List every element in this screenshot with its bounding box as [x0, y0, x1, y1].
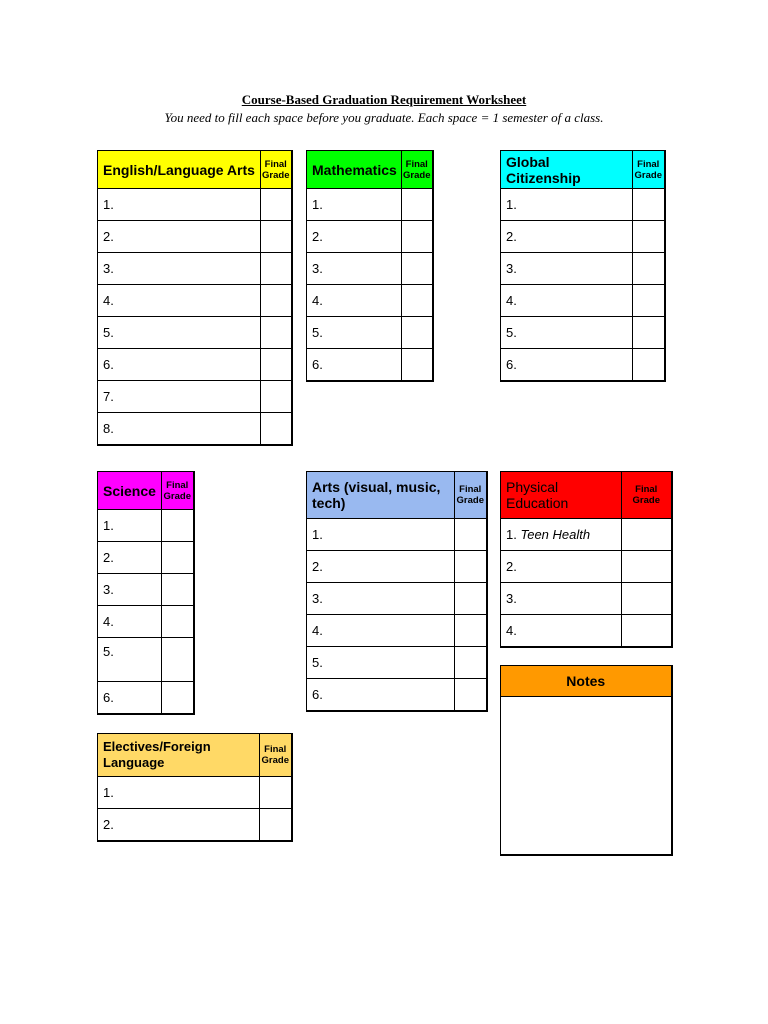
- english-item-2[interactable]: 2.: [98, 221, 261, 253]
- english-grade-7[interactable]: [261, 381, 292, 413]
- arts-grade-6[interactable]: [455, 679, 487, 711]
- science-grade-1[interactable]: [162, 510, 194, 542]
- electives-grade-2[interactable]: [260, 809, 292, 841]
- english-item-5[interactable]: 5.: [98, 317, 261, 349]
- arts-section: [306, 471, 488, 712]
- arts-item-1[interactable]: 1.: [307, 519, 455, 551]
- arts-grade-3[interactable]: [455, 583, 487, 615]
- math-item-2[interactable]: 2.: [307, 221, 402, 253]
- page-title: Course-Based Graduation Requirement Worksheet: [241, 92, 527, 107]
- global-grade-3[interactable]: [633, 253, 665, 285]
- english-grade-3[interactable]: [261, 253, 292, 285]
- global-grade-2[interactable]: [633, 221, 665, 253]
- math-item-6[interactable]: 6.: [307, 349, 402, 381]
- math-item-3[interactable]: 3.: [307, 253, 402, 285]
- arts-item-4[interactable]: 4.: [307, 615, 455, 647]
- science-grade-header: Final Grade: [162, 472, 194, 510]
- pe-grade-2[interactable]: [622, 551, 672, 583]
- english-grade-header: Final Grade: [261, 151, 292, 189]
- global-item-2[interactable]: 2.: [501, 221, 633, 253]
- pe-grade-4[interactable]: [622, 615, 672, 647]
- science-grade-4[interactable]: [162, 606, 194, 638]
- notes-title: Notes: [501, 666, 672, 697]
- math-grade-4[interactable]: [402, 285, 433, 317]
- global-grade-1[interactable]: [633, 189, 665, 221]
- pe-item-4[interactable]: 4.: [501, 615, 622, 647]
- science-item-5[interactable]: 5.: [98, 638, 162, 682]
- math-grade-6[interactable]: [402, 349, 433, 381]
- pe-item-1-text: Teen Health: [520, 527, 591, 542]
- english-item-4[interactable]: 4.: [98, 285, 261, 317]
- global-grade-5[interactable]: [633, 317, 665, 349]
- global-grade-4[interactable]: [633, 285, 665, 317]
- page-subtitle: You need to fill each space before you graduate. Each space = 1 semester of a class.: [164, 110, 604, 125]
- arts-grade-2[interactable]: [455, 551, 487, 583]
- math-item-5[interactable]: 5.: [307, 317, 402, 349]
- science-grade-2[interactable]: [162, 542, 194, 574]
- arts-grade-5[interactable]: [455, 647, 487, 679]
- arts-item-5[interactable]: 5.: [307, 647, 455, 679]
- electives-item-2[interactable]: 2.: [98, 809, 260, 841]
- global-item-6[interactable]: 6.: [501, 349, 633, 381]
- electives-item-1[interactable]: 1.: [98, 777, 260, 809]
- science-grade-6[interactable]: [162, 682, 194, 714]
- english-grade-2[interactable]: [261, 221, 292, 253]
- electives-grade-header: Final Grade: [260, 734, 292, 777]
- pe-section: [500, 471, 673, 648]
- english-item-1[interactable]: 1.: [98, 189, 261, 221]
- math-section: [306, 150, 434, 382]
- global-item-4[interactable]: 4.: [501, 285, 633, 317]
- science-grade-3[interactable]: [162, 574, 194, 606]
- science-title: Science: [98, 472, 162, 510]
- math-item-4[interactable]: 4.: [307, 285, 402, 317]
- global-item-1[interactable]: 1.: [501, 189, 633, 221]
- math-item-1[interactable]: 1.: [307, 189, 402, 221]
- english-item-3[interactable]: 3.: [98, 253, 261, 285]
- science-item-3[interactable]: 3.: [98, 574, 162, 606]
- arts-item-3[interactable]: 3.: [307, 583, 455, 615]
- english-grade-5[interactable]: [261, 317, 292, 349]
- pe-item-1-number: 1.: [506, 527, 517, 542]
- electives-title: Electives/Foreign Language: [98, 734, 260, 777]
- english-item-7[interactable]: 7.: [98, 381, 261, 413]
- english-item-8[interactable]: 8.: [98, 413, 261, 445]
- science-item-4[interactable]: 4.: [98, 606, 162, 638]
- global-item-3[interactable]: 3.: [501, 253, 633, 285]
- arts-title: Arts (visual, music, tech): [307, 472, 455, 519]
- global-grade-6[interactable]: [633, 349, 665, 381]
- notes-section: [500, 665, 673, 856]
- pe-item-3[interactable]: 3.: [501, 583, 622, 615]
- global-grade-header: Final Grade: [633, 151, 665, 189]
- pe-item-2[interactable]: 2.: [501, 551, 622, 583]
- pe-grade-3[interactable]: [622, 583, 672, 615]
- science-item-6[interactable]: 6.: [98, 682, 162, 714]
- arts-grade-header: Final Grade: [455, 472, 487, 519]
- english-grade-1[interactable]: [261, 189, 292, 221]
- notes-area[interactable]: [501, 697, 672, 855]
- electives-grade-1[interactable]: [260, 777, 292, 809]
- math-grade-1[interactable]: [402, 189, 433, 221]
- english-grade-4[interactable]: [261, 285, 292, 317]
- science-item-2[interactable]: 2.: [98, 542, 162, 574]
- math-grade-5[interactable]: [402, 317, 433, 349]
- math-grade-2[interactable]: [402, 221, 433, 253]
- arts-item-2[interactable]: 2.: [307, 551, 455, 583]
- science-item-1[interactable]: 1.: [98, 510, 162, 542]
- pe-grade-header: Final Grade: [622, 472, 672, 519]
- math-grade-header: Final Grade: [402, 151, 433, 189]
- global-section: [500, 150, 666, 382]
- pe-grade-1[interactable]: [622, 519, 672, 551]
- math-grade-3[interactable]: [402, 253, 433, 285]
- english-title: English/Language Arts: [98, 151, 261, 189]
- pe-title: Physical Education: [501, 472, 622, 519]
- english-grade-6[interactable]: [261, 349, 292, 381]
- arts-grade-4[interactable]: [455, 615, 487, 647]
- science-section: [97, 471, 195, 715]
- english-grade-8[interactable]: [261, 413, 292, 445]
- pe-item-1[interactable]: [501, 519, 622, 551]
- science-grade-5[interactable]: [162, 638, 194, 682]
- global-item-5[interactable]: 5.: [501, 317, 633, 349]
- electives-section: [97, 733, 293, 842]
- global-title: Global Citizenship: [501, 151, 633, 189]
- arts-item-6[interactable]: 6.: [307, 679, 455, 711]
- arts-grade-1[interactable]: [455, 519, 487, 551]
- english-item-6[interactable]: 6.: [98, 349, 261, 381]
- english-section: [97, 150, 293, 446]
- math-title: Mathematics: [307, 151, 402, 189]
